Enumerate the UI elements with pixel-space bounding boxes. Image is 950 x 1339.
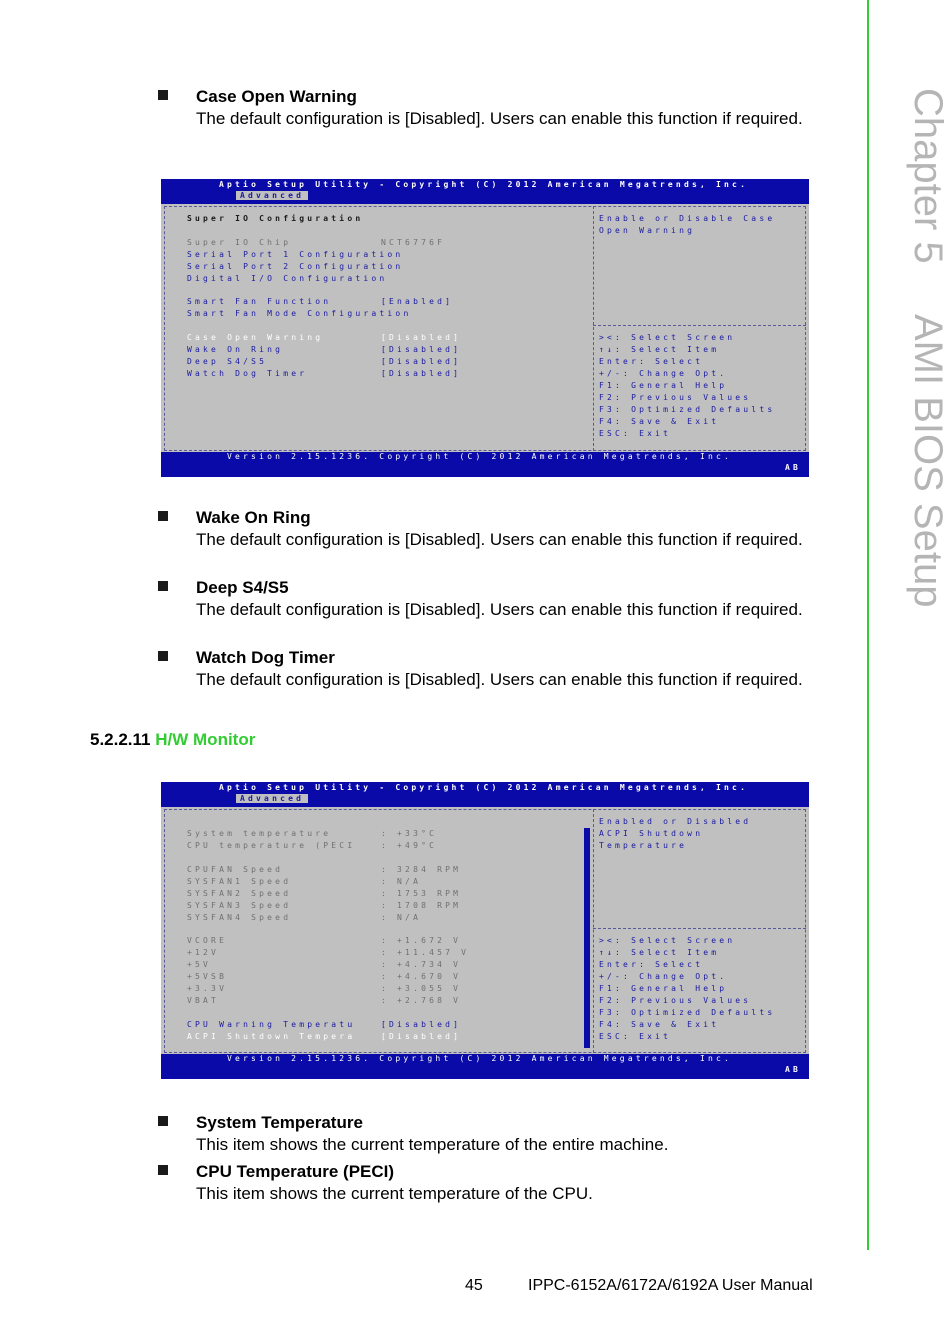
voltage-label: +12V xyxy=(187,948,220,957)
option-watch-dog-timer-value[interactable]: [Disabled] xyxy=(381,369,462,378)
option-wake-on-ring[interactable]: Wake On Ring xyxy=(187,345,284,354)
option-deep-s4s5[interactable]: Deep S4/S5 xyxy=(187,357,268,366)
super-io-chip-value: NCT6776F xyxy=(381,238,446,247)
bios-title: Aptio Setup Utility - Copyright (C) 2012 American Megatrends, Inc. xyxy=(219,180,749,189)
square-bullet-icon xyxy=(158,1116,168,1126)
item-title: System Temperature xyxy=(196,1113,363,1132)
chapter-side-rule xyxy=(867,0,869,1250)
bullet-cpu-temperature xyxy=(158,1161,818,1204)
fan-speed-value: : 3284 RPM xyxy=(381,865,462,874)
option-case-open-warning[interactable]: Case Open Warning xyxy=(187,333,324,342)
bios-help-separator xyxy=(593,928,806,929)
system-temperature-label: System temperature xyxy=(187,829,332,838)
section-title: H/W Monitor xyxy=(155,730,256,749)
item-description: This item shows the current temperature of the entire machine. xyxy=(196,1135,669,1154)
help-text-line: Open Warning xyxy=(599,226,696,235)
chapter-topic: AMI BIOS Setup xyxy=(906,313,950,608)
bullet-wake-on-ring xyxy=(158,507,818,550)
square-bullet-icon xyxy=(158,1165,168,1175)
square-bullet-icon xyxy=(158,90,168,100)
key-hint: ↑↓: Select Item xyxy=(599,345,720,354)
voltage-value: : +4.734 V xyxy=(381,960,462,969)
option-watch-dog-timer[interactable]: Watch Dog Timer xyxy=(187,369,308,378)
option-wake-on-ring-value[interactable]: [Disabled] xyxy=(381,345,462,354)
item-title: Watch Dog Timer xyxy=(196,648,335,667)
voltage-value: : +3.055 V xyxy=(381,984,462,993)
fan-speed-value: : N/A xyxy=(381,913,422,922)
key-hint: F4: Save & Exit xyxy=(599,417,720,426)
smart-fan-function-label[interactable]: Smart Fan Function xyxy=(187,297,332,306)
bios-version: Version 2.15.1236. Copyright (C) 2012 American Megatrends, Inc. xyxy=(227,1054,733,1063)
link-smart-fan-mode[interactable]: Smart Fan Mode Configuration xyxy=(187,309,412,318)
link-serial-port-1[interactable]: Serial Port 1 Configuration xyxy=(187,250,404,259)
square-bullet-icon xyxy=(158,651,168,661)
voltage-label: VBAT xyxy=(187,996,220,1005)
cpu-temperature-label: CPU temperature (PECI xyxy=(187,841,356,850)
bios-version: Version 2.15.1236. Copyright (C) 2012 American Megatrends, Inc. xyxy=(227,452,733,461)
help-text-line: Temperature xyxy=(599,841,688,850)
key-hint: ><: Select Screen xyxy=(599,333,736,342)
key-hint: ↑↓: Select Item xyxy=(599,948,720,957)
bios-divider xyxy=(593,809,594,1053)
bios-header xyxy=(161,179,809,204)
cpu-temperature-value: : +49°C xyxy=(381,841,438,850)
bios-footer xyxy=(161,1054,809,1079)
page-number: 45 xyxy=(465,1277,483,1294)
voltage-value: : +11.457 V xyxy=(381,948,470,957)
square-bullet-icon xyxy=(158,511,168,521)
section-number: 5.2.2.11 xyxy=(90,730,151,749)
bullet-system-temperature xyxy=(158,1112,818,1155)
key-hint: F2: Previous Values xyxy=(599,393,752,402)
fan-speed-label: SYSFAN1 Speed xyxy=(187,877,292,886)
square-bullet-icon xyxy=(158,581,168,591)
key-hint: ESC: Exit xyxy=(599,1032,672,1041)
bios-scrollbar[interactable] xyxy=(584,828,590,1048)
key-hint: ><: Select Screen xyxy=(599,936,736,945)
super-io-chip-label: Super IO Chip xyxy=(187,238,292,247)
option-case-open-warning-value[interactable]: [Disabled] xyxy=(381,333,462,342)
fan-speed-label: SYSFAN3 Speed xyxy=(187,901,292,910)
voltage-label: +3.3V xyxy=(187,984,228,993)
bios-header xyxy=(161,782,809,807)
voltage-value: : +2.768 V xyxy=(381,996,462,1005)
item-description: The default configuration is [Disabled]. Users can enable this function if required. xyxy=(196,670,803,689)
key-hint: F2: Previous Values xyxy=(599,996,752,1005)
key-hint: F1: General Help xyxy=(599,381,728,390)
key-hint: F3: Optimized Defaults xyxy=(599,1008,776,1017)
item-description: This item shows the current temperature of the CPU. xyxy=(196,1184,593,1203)
voltage-label: +5VSB xyxy=(187,972,228,981)
key-hint: F1: General Help xyxy=(599,984,728,993)
option-cpu-warning-temperature[interactable]: CPU Warning Temperatu xyxy=(187,1020,356,1029)
bios-corner-code: AB xyxy=(784,463,801,472)
item-title: Deep S4/S5 xyxy=(196,578,289,597)
fan-speed-label: SYSFAN4 Speed xyxy=(187,913,292,922)
bios-corner-code: AB xyxy=(784,1065,801,1074)
item-title: Wake On Ring xyxy=(196,508,311,527)
fan-speed-value: : 1753 RPM xyxy=(381,889,462,898)
bios-footer xyxy=(161,452,809,477)
fan-speed-label: CPUFAN Speed xyxy=(187,865,284,874)
item-description: The default configuration is [Disabled]. Users can enable this function if required. xyxy=(196,109,803,128)
item-description: The default configuration is [Disabled]. Users can enable this function if required. xyxy=(196,530,803,549)
bios-screen-super-io xyxy=(161,179,809,477)
bullet-watch-dog-timer xyxy=(158,647,818,690)
bullet-deep-s4s5 xyxy=(158,577,818,620)
fan-speed-value: : N/A xyxy=(381,877,422,886)
bullet-case-open-warning xyxy=(158,86,818,129)
section-heading xyxy=(90,730,255,750)
item-title: Case Open Warning xyxy=(196,87,357,106)
fan-speed-label: SYSFAN2 Speed xyxy=(187,889,292,898)
tab-advanced[interactable]: Advanced xyxy=(236,794,308,803)
key-hint: Enter: Select xyxy=(599,960,704,969)
key-hint: Enter: Select xyxy=(599,357,704,366)
bios-help-separator xyxy=(593,325,806,326)
option-acpi-shutdown-temperature-value[interactable]: [Disabled] xyxy=(381,1032,462,1041)
voltage-value: : +4.670 V xyxy=(381,972,462,981)
voltage-label: VCORE xyxy=(187,936,228,945)
system-temperature-value: : +33°C xyxy=(381,829,438,838)
help-text-line: ACPI Shutdown xyxy=(599,829,704,838)
help-text-line: Enable or Disable Case xyxy=(599,214,776,223)
bios-screen-hw-monitor xyxy=(161,782,809,1079)
option-deep-s4s5-value[interactable]: [Disabled] xyxy=(381,357,462,366)
item-description: The default configuration is [Disabled]. Users can enable this function if required. xyxy=(196,600,803,619)
key-hint: F4: Save & Exit xyxy=(599,1020,720,1029)
voltage-label: +5V xyxy=(187,960,212,969)
chapter-side-title xyxy=(870,88,950,608)
key-hint: +/-: Change Opt. xyxy=(599,972,728,981)
key-hint: ESC: Exit xyxy=(599,429,672,438)
chapter-label: Chapter 5 xyxy=(906,88,950,264)
bios-divider xyxy=(593,206,594,451)
link-digital-io[interactable]: Digital I/O Configuration xyxy=(187,274,388,283)
link-serial-port-2[interactable]: Serial Port 2 Configuration xyxy=(187,262,404,271)
option-acpi-shutdown-temperature[interactable]: ACPI Shutdown Tempera xyxy=(187,1032,356,1041)
smart-fan-function-value[interactable]: [Enabled] xyxy=(381,297,454,306)
manual-title: IPPC-6152A/6172A/6192A User Manual xyxy=(528,1277,813,1294)
tab-advanced[interactable]: Advanced xyxy=(236,191,308,200)
bios-page-heading: Super IO Configuration xyxy=(187,214,364,223)
option-cpu-warning-temperature-value[interactable]: [Disabled] xyxy=(381,1020,462,1029)
help-text-line: Enabled or Disabled xyxy=(599,817,752,826)
key-hint: F3: Optimized Defaults xyxy=(599,405,776,414)
bios-title: Aptio Setup Utility - Copyright (C) 2012 American Megatrends, Inc. xyxy=(219,783,749,792)
fan-speed-value: : 1708 RPM xyxy=(381,901,462,910)
item-title: CPU Temperature (PECI) xyxy=(196,1162,395,1181)
key-hint: +/-: Change Opt. xyxy=(599,369,728,378)
voltage-value: : +1.672 V xyxy=(381,936,462,945)
